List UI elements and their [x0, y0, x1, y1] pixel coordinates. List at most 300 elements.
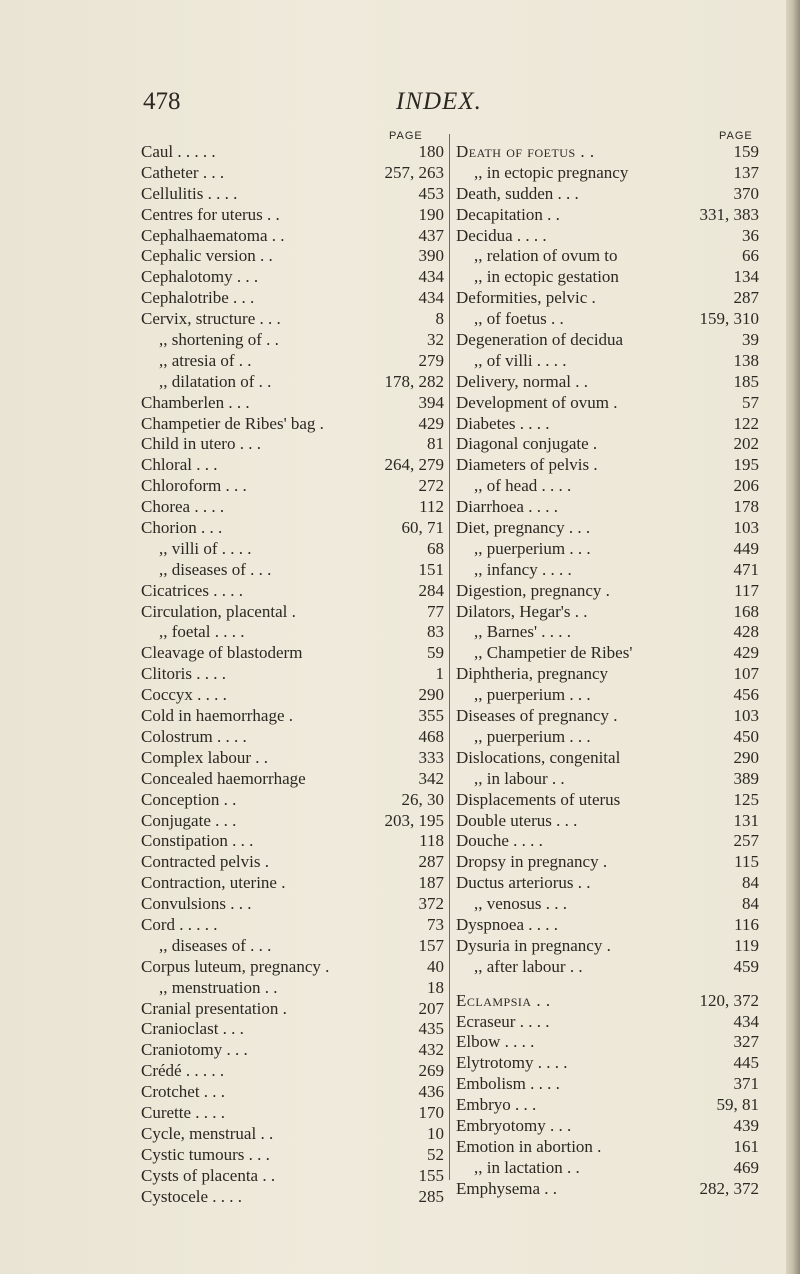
index-page-ref: 161: [733, 1136, 759, 1156]
index-page-ref: 450: [733, 726, 759, 746]
index-entry: [456, 372, 759, 393]
index-entry: [456, 769, 759, 790]
index-entry: [141, 1187, 444, 1208]
index-page-ref: 428: [733, 622, 759, 642]
index-page-ref: 117: [734, 580, 759, 600]
index-page-ref: 202: [733, 434, 759, 454]
index-page-ref: 434: [418, 267, 444, 287]
page-column-label: PAGE: [719, 130, 753, 142]
index-entry: [141, 915, 444, 936]
index-page-ref: 434: [418, 288, 444, 308]
index-entry: [141, 1082, 444, 1103]
index-entry: [456, 414, 759, 435]
index-term: Ecraseur . . . .: [456, 1011, 550, 1031]
index-page-ref: 207: [418, 998, 444, 1018]
index-page-ref: 459: [733, 956, 759, 976]
index-term: Emphysema . .: [456, 1178, 558, 1198]
index-entry: [456, 309, 759, 330]
index-page-ref: 342: [418, 768, 444, 788]
index-term: Diabetes . . . .: [456, 413, 550, 433]
index-term: Double uterus . . .: [456, 810, 578, 830]
index-term: ,, puerperium . . .: [474, 726, 591, 746]
index-term: ,, atresia of . .: [159, 350, 252, 370]
index-page-ref: 327: [733, 1032, 759, 1052]
index-entry: [141, 1145, 444, 1166]
index-entry: [456, 539, 759, 560]
index-entry: [141, 539, 444, 560]
index-entry: [456, 1053, 759, 1074]
running-head: INDEX.: [396, 88, 482, 115]
index-page-ref: 468: [418, 726, 444, 746]
index-term: Cord . . . . .: [141, 914, 218, 934]
index-entry: [456, 351, 759, 372]
index-term: Chorea . . . .: [141, 497, 225, 517]
index-term: Decidua . . . .: [456, 225, 547, 245]
index-page-ref: 60, 71: [401, 518, 444, 538]
index-entry: [141, 894, 444, 915]
index-entry: [141, 685, 444, 706]
index-entry: [141, 288, 444, 309]
index-page-ref: 287: [418, 852, 444, 872]
index-entry: [141, 1124, 444, 1145]
index-page-ref: 81: [427, 434, 444, 454]
index-term: Contraction, uterine .: [141, 873, 286, 893]
index-page-ref: 195: [733, 455, 759, 475]
index-page-ref: 77: [427, 601, 444, 621]
index-entry: [456, 852, 759, 873]
index-page-ref: 26, 30: [401, 789, 444, 809]
index-term: Cephalotribe . . .: [141, 288, 255, 308]
index-term: Cysts of placenta . .: [141, 1165, 276, 1185]
index-entry: [141, 351, 444, 372]
index-page-ref: 206: [733, 476, 759, 496]
index-term: Cranioclast . . .: [141, 1019, 244, 1039]
index-page-ref: 66: [742, 246, 759, 266]
index-term: ,, of villi . . . .: [474, 350, 567, 370]
index-term: Catheter . . .: [141, 162, 225, 182]
index-page-ref: 32: [427, 330, 444, 350]
index-page-ref: 18: [427, 977, 444, 997]
index-term: ,, venosus . . .: [474, 894, 568, 914]
index-term: Cellulitis . . . .: [141, 183, 238, 203]
index-page-ref: 435: [418, 1019, 444, 1039]
index-term: Craniotomy . . .: [141, 1040, 248, 1060]
index-term: Dropsy in pregnancy .: [456, 852, 608, 872]
index-term: Caul . . . . .: [141, 142, 216, 161]
index-page-ref: 138: [733, 350, 759, 370]
index-entry: [141, 622, 444, 643]
index-page-ref: 36: [742, 225, 759, 245]
index-page-ref: 39: [742, 330, 759, 350]
index-entry: [141, 372, 444, 393]
index-page-ref: 190: [418, 204, 444, 224]
index-term: Cephalhaematoma . .: [141, 225, 285, 245]
index-page-ref: 432: [418, 1040, 444, 1060]
index-page-ref: 10: [427, 1123, 444, 1143]
index-term: Cystic tumours . . .: [141, 1144, 270, 1164]
index-page-ref: 257, 263: [384, 162, 444, 182]
index-term: Embryotomy . . .: [456, 1115, 572, 1135]
index-entry: [141, 602, 444, 623]
index-entry: [456, 991, 759, 1012]
index-entry: [456, 1137, 759, 1158]
index-entry: [141, 790, 444, 811]
index-page-ref: 456: [733, 685, 759, 705]
index-page-ref: 84: [742, 894, 759, 914]
index-term: ,, infancy . . . .: [474, 559, 572, 579]
index-page-ref: 159: [733, 142, 759, 161]
index-page-ref: 155: [418, 1165, 444, 1185]
index-term: Convulsions . . .: [141, 894, 252, 914]
index-page-ref: 394: [418, 392, 444, 412]
index-term: ,, villi of . . . .: [159, 538, 252, 558]
index-entry: [456, 748, 759, 769]
index-page-ref: 203, 195: [384, 810, 444, 830]
index-entry: [141, 727, 444, 748]
index-term: Complex labour . .: [141, 747, 269, 767]
index-term: Chorion . . .: [141, 518, 223, 538]
index-page-ref: 178, 282: [384, 371, 444, 391]
index-page-ref: 137: [733, 162, 759, 182]
index-entry: [456, 288, 759, 309]
index-term: Diet, pregnancy . . .: [456, 518, 591, 538]
index-term: ,, relation of ovum to: [474, 246, 618, 266]
index-entry: [456, 267, 759, 288]
index-term: Contracted pelvis .: [141, 852, 269, 872]
index-entry: [141, 811, 444, 832]
index-term: ,, in ectopic pregnancy: [474, 162, 629, 182]
index-entry: [141, 497, 444, 518]
index-entry: [456, 518, 759, 539]
index-term: ,, shortening of . .: [159, 330, 279, 350]
index-term: Diseases of pregnancy .: [456, 706, 618, 726]
index-term: ,, in labour . .: [474, 768, 565, 788]
index-page-ref: 471: [733, 559, 759, 579]
index-page-ref: 116: [734, 914, 759, 934]
index-term: Diagonal conjugate .: [456, 434, 598, 454]
index-page-ref: 151: [418, 559, 444, 579]
index-term: Chloral . . .: [141, 455, 218, 475]
index-entry: [456, 622, 759, 643]
index-entry: [141, 999, 444, 1020]
index-page-ref: 157: [418, 935, 444, 955]
index-page-ref: 59, 81: [716, 1095, 759, 1115]
index-entry: [456, 602, 759, 623]
index-entry: [456, 957, 759, 978]
index-page-ref: 125: [733, 789, 759, 809]
index-entry: [141, 852, 444, 873]
index-term: Colostrum . . . .: [141, 726, 247, 746]
index-entry: [456, 1095, 759, 1116]
index-page-ref: 180: [418, 142, 444, 161]
index-entry: [141, 769, 444, 790]
index-page-ref: 429: [418, 413, 444, 433]
index-term: Dislocations, congenital: [456, 747, 621, 767]
index-term: Centres for uterus . .: [141, 204, 280, 224]
index-page-ref: 429: [733, 643, 759, 663]
index-page-ref: 355: [418, 706, 444, 726]
index-page-ref: 434: [733, 1011, 759, 1031]
index-term: Concealed haemorrhage: [141, 768, 306, 788]
page-column-label: PAGE: [389, 130, 423, 142]
index-term: Conception . .: [141, 789, 237, 809]
index-term: ,, diseases of . . .: [159, 935, 272, 955]
index-entry: [456, 163, 759, 184]
index-page-ref: 84: [742, 873, 759, 893]
index-page-ref: 445: [733, 1053, 759, 1073]
index-entry: [141, 455, 444, 476]
index-page-ref: 178: [733, 497, 759, 517]
index-term: Dysuria in pregnancy .: [456, 935, 611, 955]
index-entry: [456, 393, 759, 414]
index-page-ref: 333: [418, 747, 444, 767]
index-entry: [141, 434, 444, 455]
index-entry: [456, 1116, 759, 1137]
index-entry: [141, 163, 444, 184]
index-entry: [456, 894, 759, 915]
index-entry: [456, 1012, 759, 1033]
index-term: Constipation . . .: [141, 831, 254, 851]
index-entry: [456, 1158, 759, 1179]
index-term: Chamberlen . . .: [141, 392, 250, 412]
index-entry: [141, 748, 444, 769]
index-page-ref: 290: [418, 685, 444, 705]
index-page-ref: 370: [733, 183, 759, 203]
index-page-ref: 436: [418, 1082, 444, 1102]
index-term: Douche . . . .: [456, 831, 543, 851]
index-term: Cleavage of blastoderm: [141, 643, 303, 663]
index-page-ref: 73: [427, 914, 444, 934]
index-entry: [456, 246, 759, 267]
index-entry: [141, 1040, 444, 1061]
index-entry: [141, 226, 444, 247]
index-term: Cranial presentation .: [141, 998, 287, 1018]
index-page-ref: 107: [733, 664, 759, 684]
index-page-ref: 119: [734, 935, 759, 955]
index-entry: [456, 1179, 759, 1200]
index-term: Elbow . . . .: [456, 1032, 535, 1052]
index-entry: [141, 330, 444, 351]
index-entry: [141, 560, 444, 581]
index-page-ref: 187: [418, 873, 444, 893]
index-entry: [456, 434, 759, 455]
index-entry: [456, 811, 759, 832]
index-term: ,, of foetus . .: [474, 309, 564, 329]
index-term: Emotion in abortion .: [456, 1136, 602, 1156]
index-page-ref: 40: [427, 956, 444, 976]
index-term: Cervix, structure . . .: [141, 309, 281, 329]
index-term: Diarrhoea . . . .: [456, 497, 558, 517]
index-entry: [456, 1074, 759, 1095]
index-term: Eclampsia . .: [456, 990, 551, 1010]
index-entry: [456, 560, 759, 581]
index-term: Digestion, pregnancy .: [456, 580, 610, 600]
index-page-ref: 285: [418, 1186, 444, 1206]
index-term: Cold in haemorrhage .: [141, 706, 294, 726]
index-term: Champetier de Ribes' bag .: [141, 413, 324, 433]
index-term: Cephalic version . .: [141, 246, 273, 266]
index-entry: [456, 727, 759, 748]
index-page-ref: 264, 279: [384, 455, 444, 475]
index-term: Embolism . . . .: [456, 1074, 560, 1094]
index-page-ref: 159, 310: [699, 309, 759, 329]
index-entry: [456, 685, 759, 706]
index-page-ref: 257: [733, 831, 759, 851]
index-term: Crédé . . . . .: [141, 1061, 225, 1081]
index-term: Decapitation . .: [456, 204, 560, 224]
index-page-ref: 57: [742, 392, 759, 412]
index-page-ref: 170: [418, 1102, 444, 1122]
index-page-ref: 112: [419, 497, 444, 517]
column-divider: [449, 134, 450, 1180]
index-entries-right: [456, 142, 759, 1200]
index-page-ref: 134: [733, 267, 759, 287]
index-page-ref: 449: [733, 538, 759, 558]
index-entry: [141, 643, 444, 664]
index-entry: [141, 267, 444, 288]
index-page-ref: 279: [418, 350, 444, 370]
page-header: [0, 88, 786, 122]
index-entry: [141, 414, 444, 435]
index-entry: [141, 706, 444, 727]
index-page-ref: 68: [427, 538, 444, 558]
index-entry: [141, 936, 444, 957]
index-page-ref: 122: [733, 413, 759, 433]
index-term: Crotchet . . .: [141, 1082, 226, 1102]
index-page-ref: 372: [418, 894, 444, 914]
index-term: Dyspnoea . . . .: [456, 914, 558, 934]
index-entry: [141, 205, 444, 226]
index-term: ,, after labour . .: [474, 956, 583, 976]
index-entry: [456, 497, 759, 518]
index-entry: [456, 330, 759, 351]
index-entry: [141, 518, 444, 539]
index-entry: [456, 706, 759, 727]
index-entry: [141, 957, 444, 978]
index-page-ref: 83: [427, 622, 444, 642]
index-term: Clitoris . . . .: [141, 664, 227, 684]
index-page-ref: 118: [419, 831, 444, 851]
index-term: Cephalotomy . . .: [141, 267, 259, 287]
section-gap: [456, 978, 759, 991]
index-term: ,, Barnes' . . . .: [474, 622, 572, 642]
index-page-ref: 437: [418, 225, 444, 245]
index-page-ref: 371: [733, 1074, 759, 1094]
index-entry: [456, 205, 759, 226]
index-entry: [456, 643, 759, 664]
index-term: Displacements of uterus: [456, 789, 621, 809]
index-term: Embryo . . .: [456, 1095, 537, 1115]
index-term: ,, menstruation . .: [159, 977, 278, 997]
index-term: Corpus luteum, pregnancy .: [141, 956, 330, 976]
index-page-ref: 439: [733, 1115, 759, 1135]
index-entry: [141, 476, 444, 497]
index-term: ,, Champetier de Ribes': [474, 643, 633, 663]
index-term: Conjugate . . .: [141, 810, 237, 830]
index-entry: [141, 393, 444, 414]
index-term: ,, of head . . . .: [474, 476, 572, 496]
index-term: ,, in lactation . .: [474, 1157, 580, 1177]
index-term: Death, sudden . . .: [456, 183, 579, 203]
index-entry: [141, 246, 444, 267]
index-term: Cycle, menstrual . .: [141, 1123, 274, 1143]
index-term: ,, puerperium . . .: [474, 538, 591, 558]
page-edge: [786, 0, 800, 1274]
index-entry: [141, 309, 444, 330]
index-term: Ductus arteriorus . .: [456, 873, 591, 893]
index-entry: [456, 476, 759, 497]
index-page-ref: 103: [733, 518, 759, 538]
index-entry: [141, 1103, 444, 1124]
index-entry: [456, 915, 759, 936]
index-entry: [141, 664, 444, 685]
index-term: Development of ovum .: [456, 392, 618, 412]
index-term: Deformities, pelvic .: [456, 288, 596, 308]
index-entry: [141, 184, 444, 205]
index-term: Cicatrices . . . .: [141, 580, 243, 600]
index-term: ,, diseases of . . .: [159, 559, 272, 579]
index-page-ref: 390: [418, 246, 444, 266]
index-term: Dilators, Hegar's . .: [456, 601, 588, 621]
index-term: Diphtheria, pregnancy: [456, 664, 608, 684]
index-page-ref: 185: [733, 371, 759, 391]
index-page-ref: 168: [733, 601, 759, 621]
index-entry: [456, 184, 759, 205]
index-term: Diameters of pelvis .: [456, 455, 598, 475]
index-entry: [141, 978, 444, 999]
index-entries-left: [141, 142, 444, 1207]
index-page-ref: 469: [733, 1157, 759, 1177]
index-entry: [141, 1166, 444, 1187]
index-page-ref: 52: [427, 1144, 444, 1164]
index-entry: [456, 1032, 759, 1053]
index-term: Cystocele . . . .: [141, 1186, 243, 1206]
index-term: Child in utero . . .: [141, 434, 261, 454]
index-page-ref: 284: [418, 580, 444, 600]
index-page-ref: 269: [418, 1061, 444, 1081]
index-entry: [456, 790, 759, 811]
index-entry: [141, 1061, 444, 1082]
index-entry: [141, 581, 444, 602]
index-entry: [456, 581, 759, 602]
index-page-ref: 131: [733, 810, 759, 830]
index-term: ,, puerperium . . .: [474, 685, 591, 705]
index-entry: [456, 664, 759, 685]
index-page-ref: 103: [733, 706, 759, 726]
index-page-ref: 120, 372: [699, 990, 759, 1010]
index-entry: [456, 831, 759, 852]
index-entry: [141, 873, 444, 894]
page-number: 478: [143, 88, 181, 115]
index-entry: [456, 455, 759, 476]
index-entry: [141, 1019, 444, 1040]
index-entry: [456, 226, 759, 247]
index-term: Degeneration of decidua: [456, 330, 624, 350]
index-page-ref: 331, 383: [699, 204, 759, 224]
index-term: Curette . . . .: [141, 1102, 226, 1122]
index-term: Circulation, placental .: [141, 601, 296, 621]
index-term: ,, dilatation of . .: [159, 371, 272, 391]
index-page-ref: 287: [733, 288, 759, 308]
index-term: Coccyx . . . .: [141, 685, 227, 705]
index-page-ref: 272: [418, 476, 444, 496]
index-term: Delivery, normal . .: [456, 371, 589, 391]
index-entry: [456, 936, 759, 957]
index-term: Chloroform . . .: [141, 476, 247, 496]
index-page-ref: 389: [733, 768, 759, 788]
index-page-ref: 59: [427, 643, 444, 663]
index-page-ref: 453: [418, 183, 444, 203]
